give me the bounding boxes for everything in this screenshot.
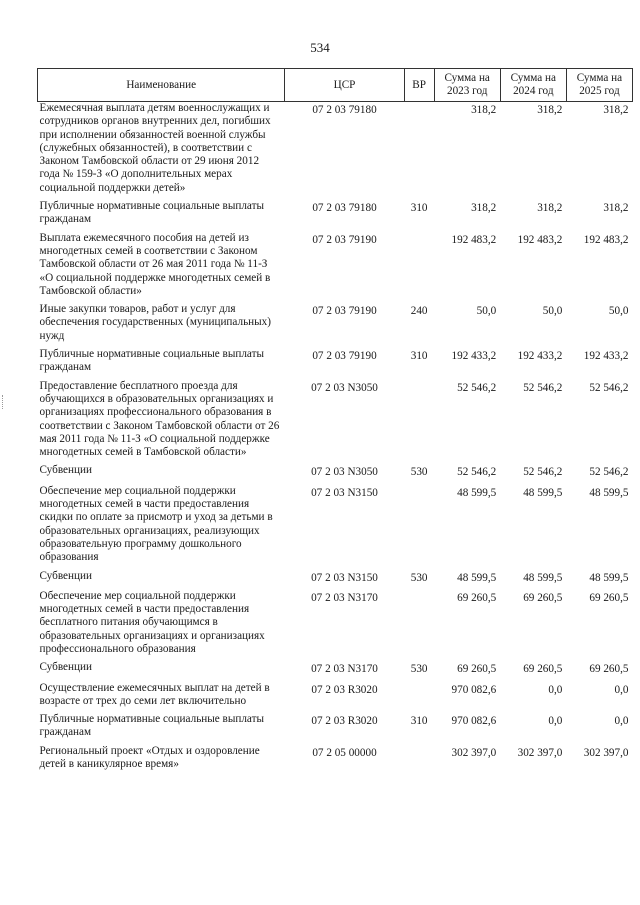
row-sum-2023: 50,0 xyxy=(476,305,497,318)
row-vr: 310 xyxy=(410,202,428,215)
row-sum-2024: 192 433,2 xyxy=(517,350,563,363)
row-csr: 07 2 03 79190 xyxy=(312,233,377,246)
header-sum-2024: Сумма на 2024 год xyxy=(500,69,566,102)
row-sum-2025: 318,2 xyxy=(603,202,629,215)
row-csr: 07 2 03 79190 xyxy=(312,350,377,363)
row-sum-2024: 50,0 xyxy=(542,305,563,318)
row-sum-2025: 0,0 xyxy=(614,715,629,728)
row-sum-2024: 52 546,2 xyxy=(523,381,563,394)
row-vr xyxy=(404,232,434,303)
row-name: Публичные нормативные социальные выплаты гражданам xyxy=(39,348,265,374)
row-sum-2025: 192 433,2 xyxy=(583,350,629,363)
row-name: Субвенции xyxy=(39,464,92,477)
row-sum-2024: 302 397,0 xyxy=(517,746,563,759)
row-name: Предоставление бесплатного проезда для обучающихся в образовательных организациях и организациях профессионального образования в соответствии с Законом Тамбовской области от 26 мая 2011 года № 11-З «О социальной поддержке многодетных семей в Тамбовской области» xyxy=(39,379,280,459)
row-vr xyxy=(404,102,434,201)
row-sum-2023: 318,2 xyxy=(471,104,497,116)
row-name: Субвенции xyxy=(39,661,92,674)
row-csr: 07 2 03 R3020 xyxy=(311,683,378,696)
row-vr: 530 xyxy=(410,663,428,676)
row-csr: 07 2 03 N3050 xyxy=(311,466,378,479)
table-row xyxy=(38,464,633,484)
table-row xyxy=(38,232,633,303)
row-sum-2025: 318,2 xyxy=(603,104,629,116)
row-csr: 07 2 03 N3050 xyxy=(311,381,378,394)
row-sum-2024: 69 260,5 xyxy=(523,663,563,676)
row-name: Региональный проект «Отдых и оздоровление детей в каникулярное время» xyxy=(39,744,260,771)
row-name: Публичные нормативные социальные выплаты гражданам xyxy=(39,713,265,739)
table-header xyxy=(38,69,633,102)
row-csr: 07 2 03 79190 xyxy=(312,305,377,318)
table-row xyxy=(38,200,633,232)
table-row xyxy=(38,713,633,745)
row-vr xyxy=(404,590,434,661)
row-sum-2025: 50,0 xyxy=(608,305,629,318)
row-sum-2025: 48 599,5 xyxy=(589,571,629,584)
row-name: Ежемесячная выплата детям военнослужащих и сотрудников органов внутренних дел, погибших при исполнении обязанностей военной службы (служебных обязанностей), в соответствии с Законом Тамбовской области от 29 июня 2012 года № 159-З «О дополнительных мерах социальной поддержки детей» xyxy=(39,102,271,194)
row-csr: 07 2 03 N3170 xyxy=(311,663,378,676)
row-vr: 240 xyxy=(410,305,428,318)
header-sum-2023: Сумма на 2023 год xyxy=(434,69,500,102)
table-row xyxy=(38,348,633,380)
row-sum-2024: 0,0 xyxy=(548,715,563,728)
row-vr xyxy=(404,380,434,465)
row-name: Обеспечение мер социальной поддержки многодетных семей в части предоставления скидки по оплате за присмотр и уход за детьми в образовательных организациях, реализующих образовательную программу дошкольного образования xyxy=(39,484,273,564)
row-sum-2025: 0,0 xyxy=(614,683,629,696)
row-sum-2024: 48 599,5 xyxy=(523,486,563,499)
row-vr: 530 xyxy=(410,571,428,584)
row-sum-2024: 318,2 xyxy=(537,104,563,116)
budget-table xyxy=(37,68,633,776)
row-sum-2023: 52 546,2 xyxy=(457,381,497,394)
row-vr: 310 xyxy=(410,350,428,363)
header-sum-2025: Сумма на 2025 год xyxy=(566,69,632,102)
row-name: Обеспечение мер социальной поддержки многодетных семей в части предоставления бесплатного питания обучающимся в образовательных организациях и организациях профессионального образования xyxy=(39,589,265,655)
row-vr: 310 xyxy=(410,715,428,728)
table-row xyxy=(38,570,633,590)
row-csr: 07 2 05 00000 xyxy=(312,746,377,759)
row-sum-2023: 192 433,2 xyxy=(451,350,497,363)
row-name: Субвенции xyxy=(39,569,92,582)
header-name: Наименование xyxy=(38,69,285,102)
row-csr: 07 2 03 N3170 xyxy=(311,591,378,604)
row-csr: 07 2 03 N3150 xyxy=(311,571,378,584)
row-sum-2025: 302 397,0 xyxy=(583,746,629,759)
row-sum-2024: 0,0 xyxy=(548,683,563,696)
row-sum-2023: 48 599,5 xyxy=(457,486,497,499)
header-csr: ЦСР xyxy=(285,69,404,102)
table-row xyxy=(38,745,633,777)
row-csr: 07 2 03 79180 xyxy=(312,202,377,215)
row-csr: 07 2 03 N3150 xyxy=(311,486,378,499)
row-sum-2023: 48 599,5 xyxy=(457,571,497,584)
row-sum-2024: 69 260,5 xyxy=(523,591,563,604)
row-vr xyxy=(404,485,434,570)
row-vr xyxy=(404,682,434,714)
row-sum-2023: 69 260,5 xyxy=(457,591,497,604)
table-row xyxy=(38,102,633,201)
table-row xyxy=(38,682,633,714)
table-row xyxy=(38,590,633,661)
row-sum-2023: 192 483,2 xyxy=(451,233,497,246)
header-vr: ВР xyxy=(404,69,434,102)
row-vr xyxy=(404,745,434,777)
row-sum-2025: 52 546,2 xyxy=(589,381,629,394)
row-sum-2025: 192 483,2 xyxy=(583,233,629,246)
margin-mark xyxy=(2,395,5,409)
row-sum-2025: 48 599,5 xyxy=(589,486,629,499)
row-sum-2024: 48 599,5 xyxy=(523,571,563,584)
row-sum-2023: 69 260,5 xyxy=(457,663,497,676)
row-sum-2025: 69 260,5 xyxy=(589,663,629,676)
row-vr: 530 xyxy=(410,466,428,479)
row-sum-2023: 970 082,6 xyxy=(451,683,497,696)
row-sum-2023: 52 546,2 xyxy=(457,466,497,479)
row-sum-2023: 302 397,0 xyxy=(451,746,497,759)
row-sum-2023: 970 082,6 xyxy=(451,715,497,728)
page-number: 534 xyxy=(310,40,330,55)
row-csr: 07 2 03 R3020 xyxy=(311,715,378,728)
row-csr: 07 2 03 79180 xyxy=(312,104,377,116)
row-sum-2025: 52 546,2 xyxy=(589,466,629,479)
table-row xyxy=(38,661,633,681)
row-sum-2024: 52 546,2 xyxy=(523,466,563,479)
row-sum-2024: 192 483,2 xyxy=(517,233,563,246)
row-sum-2023: 318,2 xyxy=(471,202,497,215)
row-name: Осуществление ежемесячных выплат на детей в возрасте от трех до семи лет включительно xyxy=(39,681,270,707)
table-row xyxy=(38,303,633,348)
row-sum-2025: 69 260,5 xyxy=(589,591,629,604)
table-body xyxy=(38,102,633,777)
row-name: Выплата ежемесячного пособия на детей из многодетных семей в соответствии с Законом Тамбовской области от 26 мая 2011 года № 11-З «О социальной поддержке многодетных семей в Тамбовской области» xyxy=(39,231,271,297)
row-sum-2024: 318,2 xyxy=(537,202,563,215)
table-row xyxy=(38,485,633,570)
table-row xyxy=(38,380,633,465)
row-name: Иные закупки товаров, работ и услуг для обеспечения государственных (муниципальных) нужд xyxy=(39,303,271,342)
row-name: Публичные нормативные социальные выплаты гражданам xyxy=(39,200,265,226)
